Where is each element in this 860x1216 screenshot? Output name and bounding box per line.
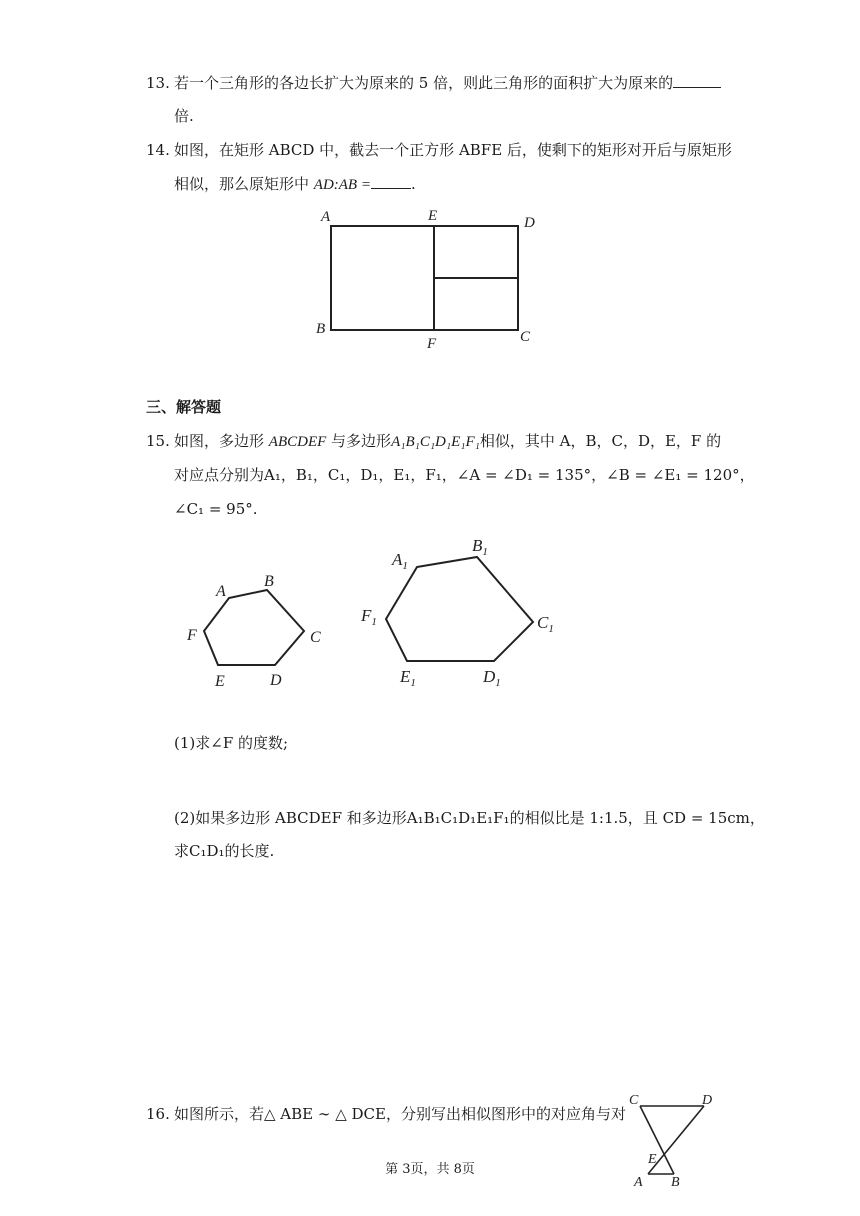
- q14-expression: AD:AB =: [313, 177, 371, 193]
- q16-text-line1: 如图所示，若△ ABE ∼ △ DCE，分别写出相似图形中的对应角与对: [174, 1105, 626, 1123]
- label-c: C: [520, 329, 531, 345]
- q14-text-line1: 如图，在矩形 ABCD 中，截去一个正方形 ABFE 后，使剩下的矩形对开后与原矩形: [174, 141, 732, 159]
- label-e: E: [648, 1152, 657, 1167]
- q15-part2-line2: 求C₁D₁的长度.: [174, 842, 275, 860]
- q14-number: 14.: [146, 141, 170, 159]
- label-a: A: [216, 583, 226, 600]
- label-e: E: [428, 208, 438, 224]
- small-hexagon: [204, 590, 304, 665]
- label-d: D: [524, 215, 535, 231]
- label-f1: $F_1$: [361, 606, 377, 628]
- q13-number: 13.: [146, 74, 170, 92]
- label-c: C: [629, 1093, 639, 1108]
- label-d: D: [702, 1093, 713, 1108]
- q15-number: 15.: [146, 432, 170, 450]
- label-e1: $E_1$: [400, 667, 416, 689]
- q15-text-a: 如图，多边形: [174, 432, 269, 450]
- label-b1: $B_1$: [472, 536, 488, 558]
- label-d1: $D_1$: [483, 667, 501, 689]
- q13-answer-blank[interactable]: [673, 73, 721, 88]
- q15-text-e: 相似，其中 A，B，C，D，E，F 的: [479, 432, 722, 450]
- label-b: B: [264, 573, 274, 590]
- q15-text-line3: ∠C₁ = 95°.: [174, 500, 258, 518]
- q16-number: 16.: [146, 1105, 170, 1123]
- q15-hexagon-figures: [180, 530, 580, 695]
- q15-polygon-name: ABCDEF: [268, 434, 327, 450]
- q14-answer-blank[interactable]: [371, 174, 411, 189]
- label-a: A: [321, 209, 331, 225]
- label-f: F: [187, 627, 197, 644]
- label-a1: $A_1$: [392, 550, 408, 572]
- label-b: B: [316, 321, 326, 337]
- q14-period: .: [410, 175, 416, 193]
- q14-text-prefix: 相似，那么原矩形中: [174, 175, 314, 193]
- label-b: B: [671, 1175, 680, 1190]
- q15-part1: (1)求∠F 的度数;: [174, 734, 289, 752]
- label-d: D: [270, 672, 282, 689]
- q13-text-line1: [174, 73, 721, 93]
- q15-polygon1-name: A₁B₁C₁D₁E₁F₁: [391, 434, 480, 450]
- q14-text-line2: [174, 174, 416, 195]
- q15-text-line2: 对应点分别为A₁，B₁，C₁，D₁，E₁，F₁，∠A = ∠D₁ = 135°，∠B = ∠E₁ = 120°，: [174, 466, 755, 484]
- q13-text: 若一个三角形的各边长扩大为原来的 5 倍，则此三角形的面积扩大为原来的: [174, 74, 674, 92]
- page-footer: 第 3页，共 8页: [385, 1162, 475, 1177]
- label-e: E: [215, 673, 225, 690]
- label-a: A: [634, 1175, 643, 1190]
- q13-text-line2: 倍.: [174, 107, 194, 125]
- q14-rectangle-figure: [310, 202, 550, 352]
- q15-part2-line1: (2)如果多边形 ABCDEF 和多边形A₁B₁C₁D₁E₁F₁的相似比是 1:1.5，且 CD = 15cm，: [174, 809, 765, 827]
- q15-text-line1: [174, 431, 721, 452]
- q15-text-c: 与多边形: [326, 432, 392, 450]
- section-title: 三、解答题: [146, 398, 222, 416]
- label-c: C: [310, 629, 321, 646]
- label-c1: $C_1$: [537, 613, 554, 635]
- large-hexagon: [386, 557, 533, 661]
- label-f: F: [427, 336, 437, 352]
